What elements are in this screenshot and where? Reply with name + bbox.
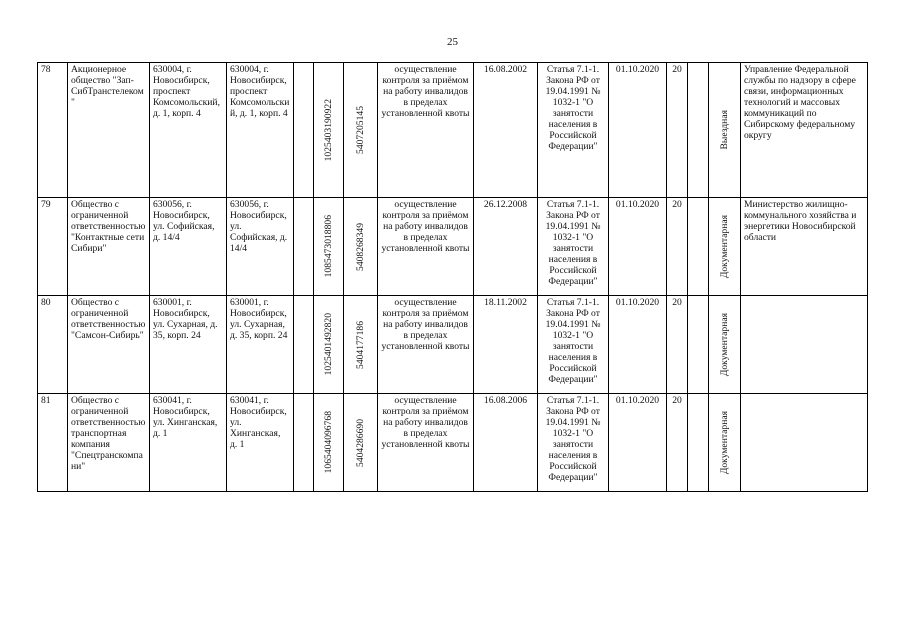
table-row <box>38 394 868 492</box>
legal-address: 630041, г. Новосибирск, ул. Хинганская, д. 1 <box>150 394 227 492</box>
table-row <box>38 63 868 198</box>
ogrn-cell <box>314 296 344 394</box>
inspection-subject: осуществление контроля за приёмом на работу инвалидов в пределах установленной квоты <box>378 63 474 198</box>
actual-address: 630056, г. Новосибирск, ул. Софийская, д. 14/4 <box>227 198 294 296</box>
joint-authority: Министерство жилищно-коммунального хозяйства и энергетики Новосибирской области <box>741 198 868 296</box>
organization-name: Общество с ограниченной ответственностью "Контактные сети Сибири" <box>68 198 150 296</box>
registration-date: 16.08.2002 <box>474 63 538 198</box>
inspection-plan-table <box>37 62 868 492</box>
ogrn-cell <box>314 394 344 492</box>
inn: 5408268349 <box>355 222 366 271</box>
inspection-subject: осуществление контроля за приёмом на работу инвалидов в пределах установленной квоты <box>378 394 474 492</box>
ogrn-cell <box>314 63 344 198</box>
row-number: 78 <box>38 63 68 198</box>
row-number: 80 <box>38 296 68 394</box>
registration-date: 16.08.2006 <box>474 394 538 492</box>
duration-days: 20 <box>667 296 688 394</box>
table-row <box>38 198 868 296</box>
duration-days: 20 <box>667 63 688 198</box>
inspection-form-cell <box>709 394 741 492</box>
joint-authority <box>741 394 868 492</box>
duration-days: 20 <box>667 198 688 296</box>
page-number: 25 <box>447 36 458 48</box>
ogrn: 1085473018806 <box>323 215 334 278</box>
registration-date: 18.11.2002 <box>474 296 538 394</box>
organization-name: Общество с ограниченной ответственностью транспортная компания "Спецтранскомпани" <box>68 394 150 492</box>
inspection-form: Документарная <box>719 312 730 377</box>
organization-name: Общество с ограниченной ответственностью "Самсон-Сибирь" <box>68 296 150 394</box>
inspection-subject: осуществление контроля за приёмом на работу инвалидов в пределах установленной квоты <box>378 198 474 296</box>
inspection-subject: осуществление контроля за приёмом на работу инвалидов в пределах установленной квоты <box>378 296 474 394</box>
empty-cell <box>294 296 314 394</box>
empty-cell <box>688 296 709 394</box>
actual-address: 630004, г. Новосибирск, проспект Комсомольский, д. 1, корп. 4 <box>227 63 294 198</box>
legal-basis: Статья 7.1-1. Закона РФ от 19.04.1991 № 1032-1 "О занятости населения в Российской Федерации" <box>538 198 609 296</box>
inn-cell <box>344 198 378 296</box>
actual-address: 630041, г. Новосибирск, ул. Хинганская, д. 1 <box>227 394 294 492</box>
empty-cell <box>688 63 709 198</box>
inn: 5407205145 <box>355 106 366 154</box>
inspection-form: Документарная <box>719 410 730 475</box>
empty-cell <box>294 198 314 296</box>
inn-cell <box>344 394 378 492</box>
empty-cell <box>688 394 709 492</box>
actual-address: 630001, г. Новосибирск, ул. Сухарная, д. 35, корп. 24 <box>227 296 294 394</box>
inspection-form-cell <box>709 198 741 296</box>
inn-cell <box>344 63 378 198</box>
inspection-form: Выездная <box>719 110 730 150</box>
start-date: 01.10.2020 <box>609 394 667 492</box>
legal-address: 630004, г. Новосибирск, проспект Комсомольский, д. 1, корп. 4 <box>150 63 227 198</box>
duration-days: 20 <box>667 394 688 492</box>
row-number: 79 <box>38 198 68 296</box>
inspection-form: Документарная <box>719 214 730 279</box>
inspection-form-cell <box>709 63 741 198</box>
table-row <box>38 296 868 394</box>
registration-date: 26.12.2008 <box>474 198 538 296</box>
ogrn: 1025403190922 <box>323 98 334 162</box>
inn: 5404177186 <box>355 320 366 369</box>
legal-address: 630056, г. Новосибирск, ул. Софийская, д. 14/4 <box>150 198 227 296</box>
inn-cell <box>344 296 378 394</box>
empty-cell <box>294 394 314 492</box>
ogrn-cell <box>314 198 344 296</box>
start-date: 01.10.2020 <box>609 63 667 198</box>
joint-authority <box>741 296 868 394</box>
joint-authority: Управление Федеральной службы по надзору в сфере связи, информационных технологий и массовых коммуникаций по Сибирскому федеральному округу <box>741 63 868 198</box>
ogrn: 1025401492820 <box>323 313 334 376</box>
start-date: 01.10.2020 <box>609 198 667 296</box>
legal-basis: Статья 7.1-1. Закона РФ от 19.04.1991 № 1032-1 "О занятости населения в Российской Федерации" <box>538 63 609 198</box>
legal-basis: Статья 7.1-1. Закона РФ от 19.04.1991 № 1032-1 "О занятости населения в Российской Федерации" <box>538 296 609 394</box>
inn: 5404286690 <box>355 418 366 467</box>
legal-basis: Статья 7.1-1. Закона РФ от 19.04.1991 № 1032-1 "О занятости населения в Российской Федерации" <box>538 394 609 492</box>
start-date: 01.10.2020 <box>609 296 667 394</box>
inspection-form-cell <box>709 296 741 394</box>
row-number: 81 <box>38 394 68 492</box>
legal-address: 630001, г. Новосибирск, ул. Сухарная, д. 35, корп. 24 <box>150 296 227 394</box>
ogrn: 1065404096768 <box>323 411 334 474</box>
empty-cell <box>294 63 314 198</box>
empty-cell <box>688 198 709 296</box>
organization-name: Акционерное общество "Зап-СибТранстелеком" <box>68 63 150 198</box>
